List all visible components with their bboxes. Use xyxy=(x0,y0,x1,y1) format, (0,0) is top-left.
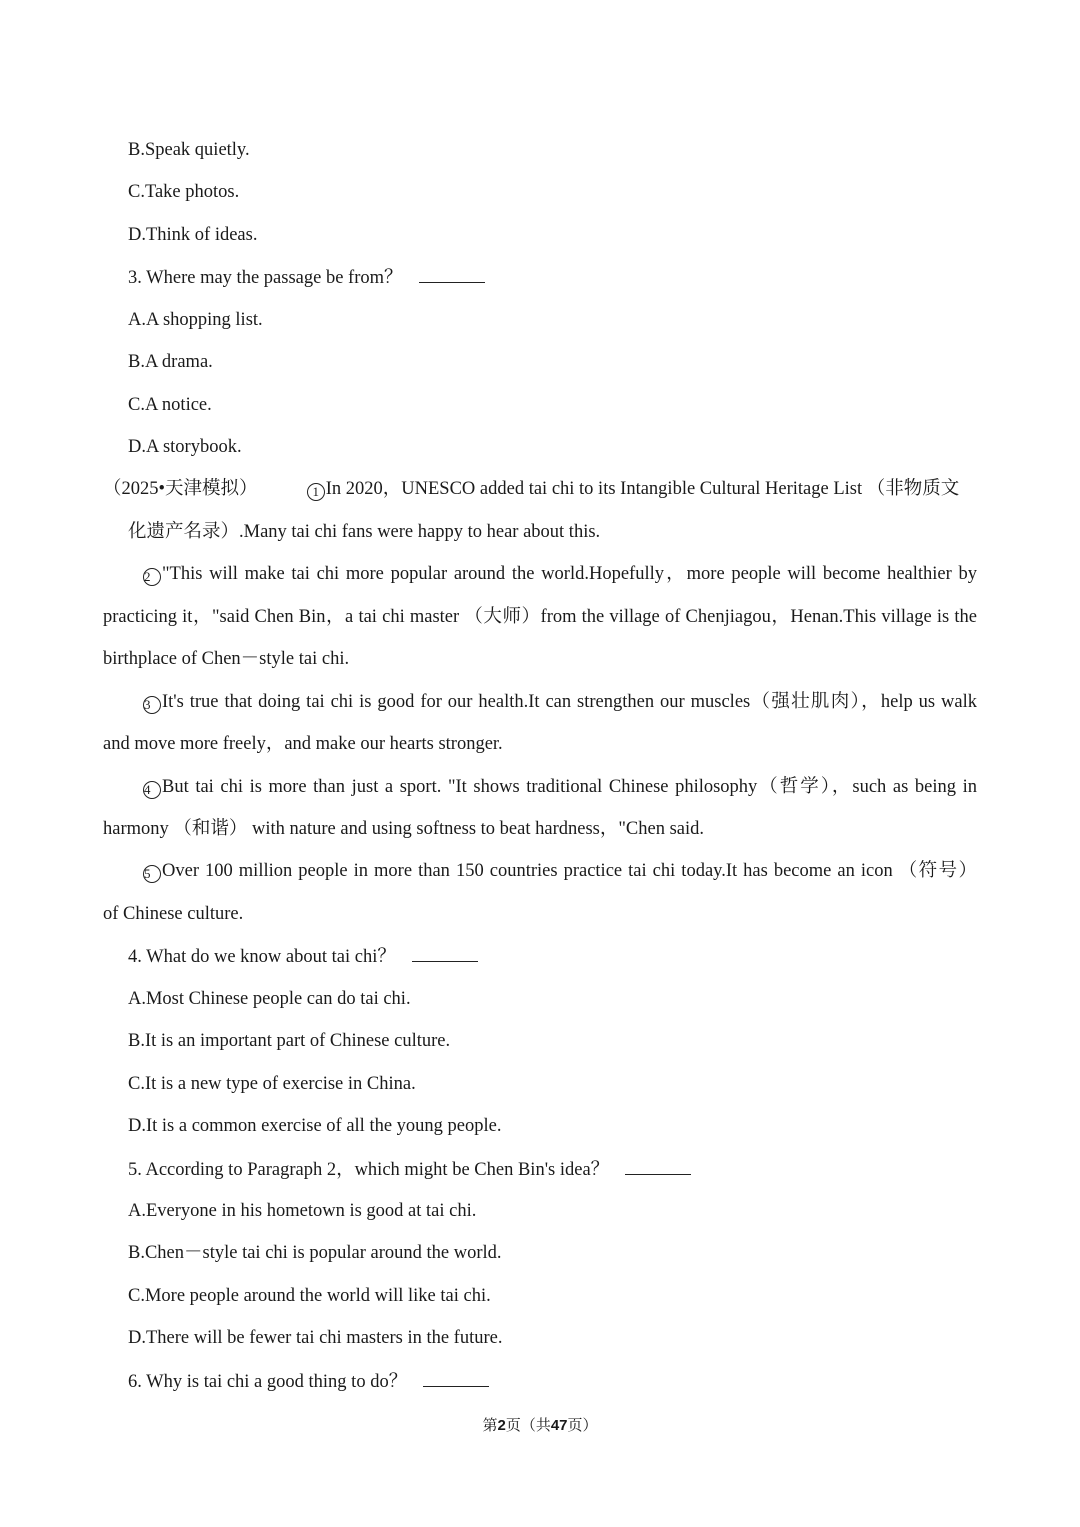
footer-prefix: 第 xyxy=(482,1418,498,1434)
paragraph-1-text: In 2020，UNESCO added tai chi to its Intangible Cultural Heritage List （非物质文 xyxy=(325,479,960,499)
passage-paragraph-2-line-2: practicing it，"said Chen Bin，a tai chi master （大师）from the village of Chenjiagou，Henan.This village is the xyxy=(103,607,977,627)
q2-option-d: D.Think of ideas. xyxy=(128,225,258,245)
q4-line xyxy=(128,945,478,968)
q5-option-d: D.There will be fewer tai chi masters in the future. xyxy=(128,1328,503,1348)
answer-blank xyxy=(412,945,478,962)
passage-paragraph-4-line-1 xyxy=(103,776,977,799)
question-text: 4. What do we know about tai chi？ xyxy=(128,947,396,967)
q4-option-a: A.Most Chinese people can do tai chi. xyxy=(128,989,411,1009)
q3-option-c: C.A notice. xyxy=(128,395,212,415)
passage-paragraph-2-line-1 xyxy=(103,563,977,586)
q4-option-d: D.It is a common exercise of all the young people. xyxy=(128,1116,502,1136)
paragraph-marker-5: 5 xyxy=(143,865,161,883)
footer-suffix: 页） xyxy=(567,1418,598,1434)
passage-paragraph-3-line-1 xyxy=(103,691,977,714)
answer-blank xyxy=(423,1370,489,1387)
question-text: 3. Where may the passage be from？ xyxy=(128,268,403,288)
paragraph-5-text: Over 100 million people in more than 150 countries practice tai chi today.It has become an icon （符号） xyxy=(162,861,977,881)
q3-option-b: B.A drama. xyxy=(128,352,213,372)
q3-line xyxy=(128,266,485,289)
paragraph-marker-2: 2 xyxy=(143,568,161,586)
footer-middle: 页（共 xyxy=(505,1418,551,1434)
q2-option-c: C.Take photos. xyxy=(128,182,240,202)
current-page-number: 2 xyxy=(497,1417,506,1434)
paragraph-4-text: But tai chi is more than just a sport. "It shows traditional Chinese philosophy（哲学），such as being in xyxy=(162,777,977,797)
passage-paragraph-1-line-1 xyxy=(103,478,977,501)
q6-line xyxy=(128,1370,489,1393)
paragraph-marker-3: 3 xyxy=(143,696,161,714)
q3-option-a: A.A shopping list. xyxy=(128,310,263,330)
q5-option-b: B.Chen－style tai chi is popular around the world. xyxy=(128,1243,502,1263)
passage-paragraph-1-line-2: 化遗产名录）.Many tai chi fans were happy to hear about this. xyxy=(128,522,601,542)
passage-paragraph-3-line-2: and move more freely，and make our hearts stronger. xyxy=(103,734,503,754)
paragraph-2-text: "This will make tai chi more popular around the world.Hopefully，more people will become healthier by xyxy=(162,564,977,584)
paragraph-3-text: It's true that doing tai chi is good for our health.It can strengthen our muscles（强壮肌肉），help us walk xyxy=(162,692,977,712)
q5-line xyxy=(128,1158,691,1181)
q5-option-a: A.Everyone in his hometown is good at tai chi. xyxy=(128,1201,477,1221)
answer-blank xyxy=(625,1158,691,1175)
q4-option-b: B.It is an important part of Chinese culture. xyxy=(128,1031,451,1051)
question-text: 5. According to Paragraph 2，which might be Chen Bin's idea？ xyxy=(128,1160,610,1180)
page-footer xyxy=(0,1416,1080,1436)
passage-paragraph-2-line-3: birthplace of Chen－style tai chi. xyxy=(103,649,350,669)
paragraph-marker-4: 4 xyxy=(143,781,161,799)
total-pages-number: 47 xyxy=(550,1417,568,1434)
paragraph-marker-1: 1 xyxy=(307,483,325,501)
q3-option-d: D.A storybook. xyxy=(128,437,242,457)
source-label: （2025•天津模拟） xyxy=(103,479,258,499)
passage-paragraph-4-line-2: harmony （和谐） with nature and using softness to beat hardness，"Chen said. xyxy=(103,819,704,839)
q4-option-c: C.It is a new type of exercise in China. xyxy=(128,1074,416,1094)
passage-paragraph-5-line-1 xyxy=(103,860,977,883)
passage-paragraph-5-line-2: of Chinese culture. xyxy=(103,904,244,924)
q2-option-b: B.Speak quietly. xyxy=(128,140,250,160)
question-text: 6. Why is tai chi a good thing to do？ xyxy=(128,1372,408,1392)
q5-option-c: C.More people around the world will like tai chi. xyxy=(128,1286,491,1306)
answer-blank xyxy=(419,266,485,283)
